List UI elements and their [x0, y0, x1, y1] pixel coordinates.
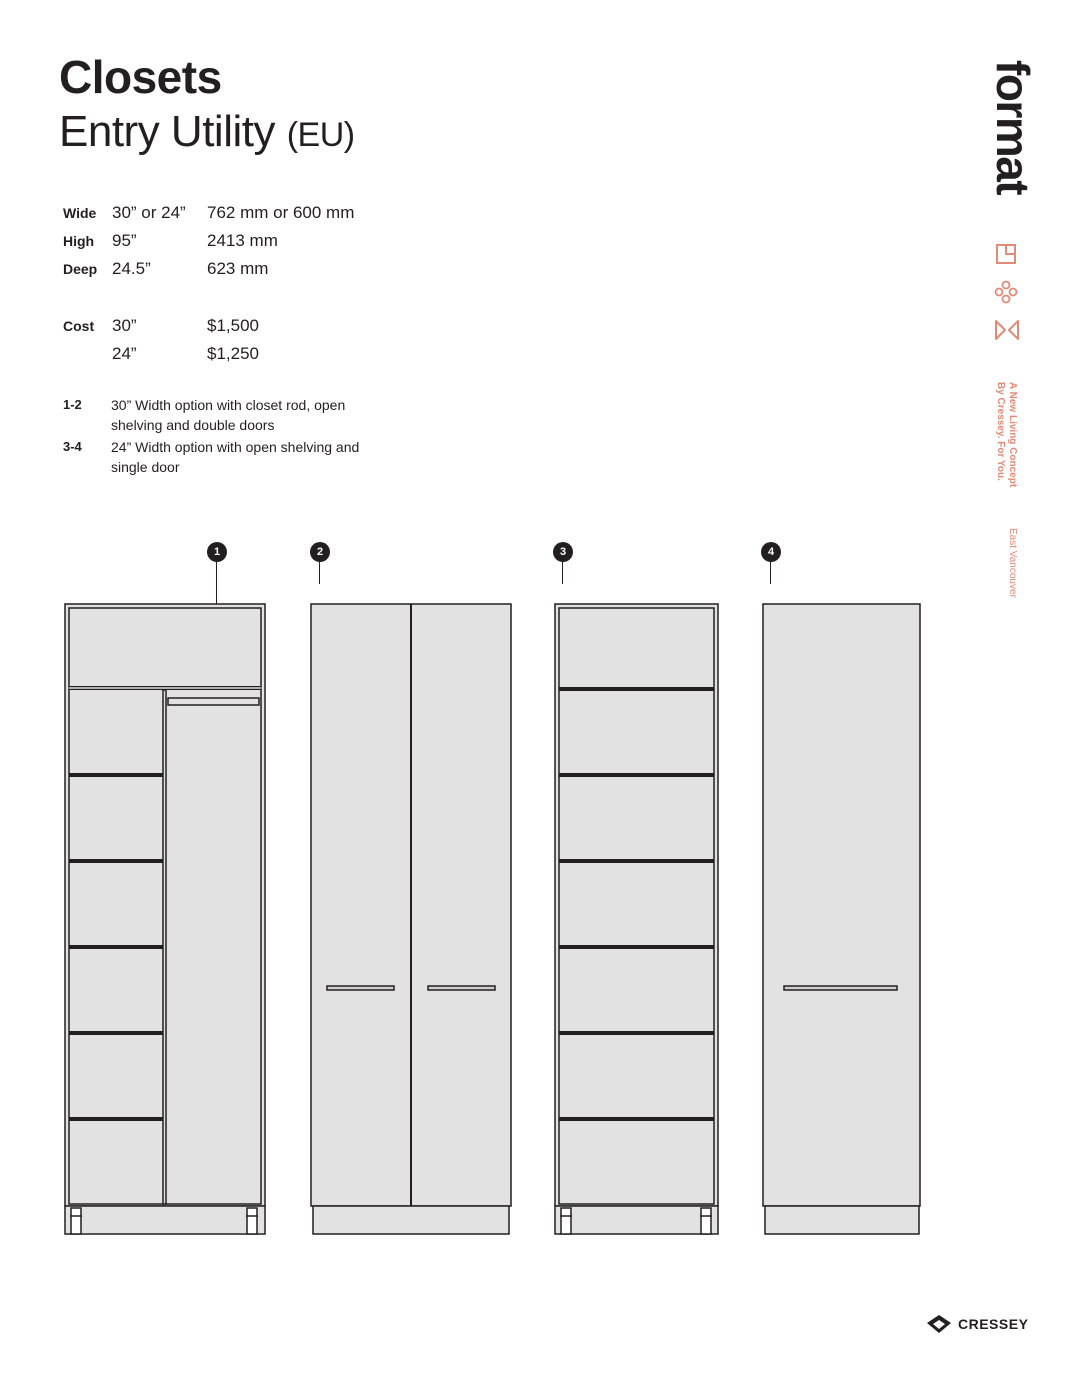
cabinet-2-double-doors	[311, 604, 511, 1234]
spec-label: Wide	[63, 205, 97, 221]
spec-mm: 762 mm or 600 mm	[207, 203, 355, 222]
cost-size: 24”	[112, 344, 137, 363]
city-label: East Vancouver	[1007, 528, 1018, 598]
tagline-line1: A New Living Concept	[1007, 382, 1018, 488]
cressey-logo	[926, 1314, 1028, 1334]
logo-text: CRESSEY	[958, 1316, 1029, 1332]
callout-3: 3	[553, 542, 573, 562]
subtitle-text: Entry Utility	[59, 107, 275, 156]
cost-label: Cost	[63, 318, 95, 334]
note-text: 24” Width option with open shelving and single door	[111, 439, 360, 475]
cost-size: 30”	[112, 316, 137, 335]
note-number: 1-2	[63, 397, 82, 412]
subtitle-code: (EU)	[286, 116, 355, 154]
spec-mm: 2413 mm	[207, 231, 278, 250]
note-text: 30” Width option with closet rod, open shelving and double doors	[111, 397, 346, 433]
spec-label: High	[63, 233, 95, 249]
callout-2: 2	[310, 542, 330, 562]
cost-price: $1,500	[207, 316, 259, 335]
spec-label: Deep	[63, 261, 98, 277]
cressey-logo-icon	[926, 1314, 952, 1334]
spec-mm: 623 mm	[207, 259, 269, 278]
callout-4: 4	[761, 542, 781, 562]
brand-text: format	[987, 60, 1039, 195]
closet-rod	[168, 698, 259, 705]
spec-inch: 30” or 24”	[112, 203, 186, 222]
note-number: 3-4	[63, 439, 82, 454]
cabinet-1-open-rod	[65, 604, 265, 1234]
spec-inch: 95”	[112, 231, 137, 250]
cabinet-3-open-shelving	[555, 604, 718, 1234]
cabinet-4-single-door	[763, 604, 920, 1234]
cost-price: $1,250	[207, 344, 259, 363]
spec-inch: 24.5”	[112, 259, 151, 278]
callout-1: 1	[207, 542, 227, 562]
tagline-line2: By Cressey. For You.	[995, 382, 1006, 481]
page-title: Closets	[59, 51, 222, 103]
